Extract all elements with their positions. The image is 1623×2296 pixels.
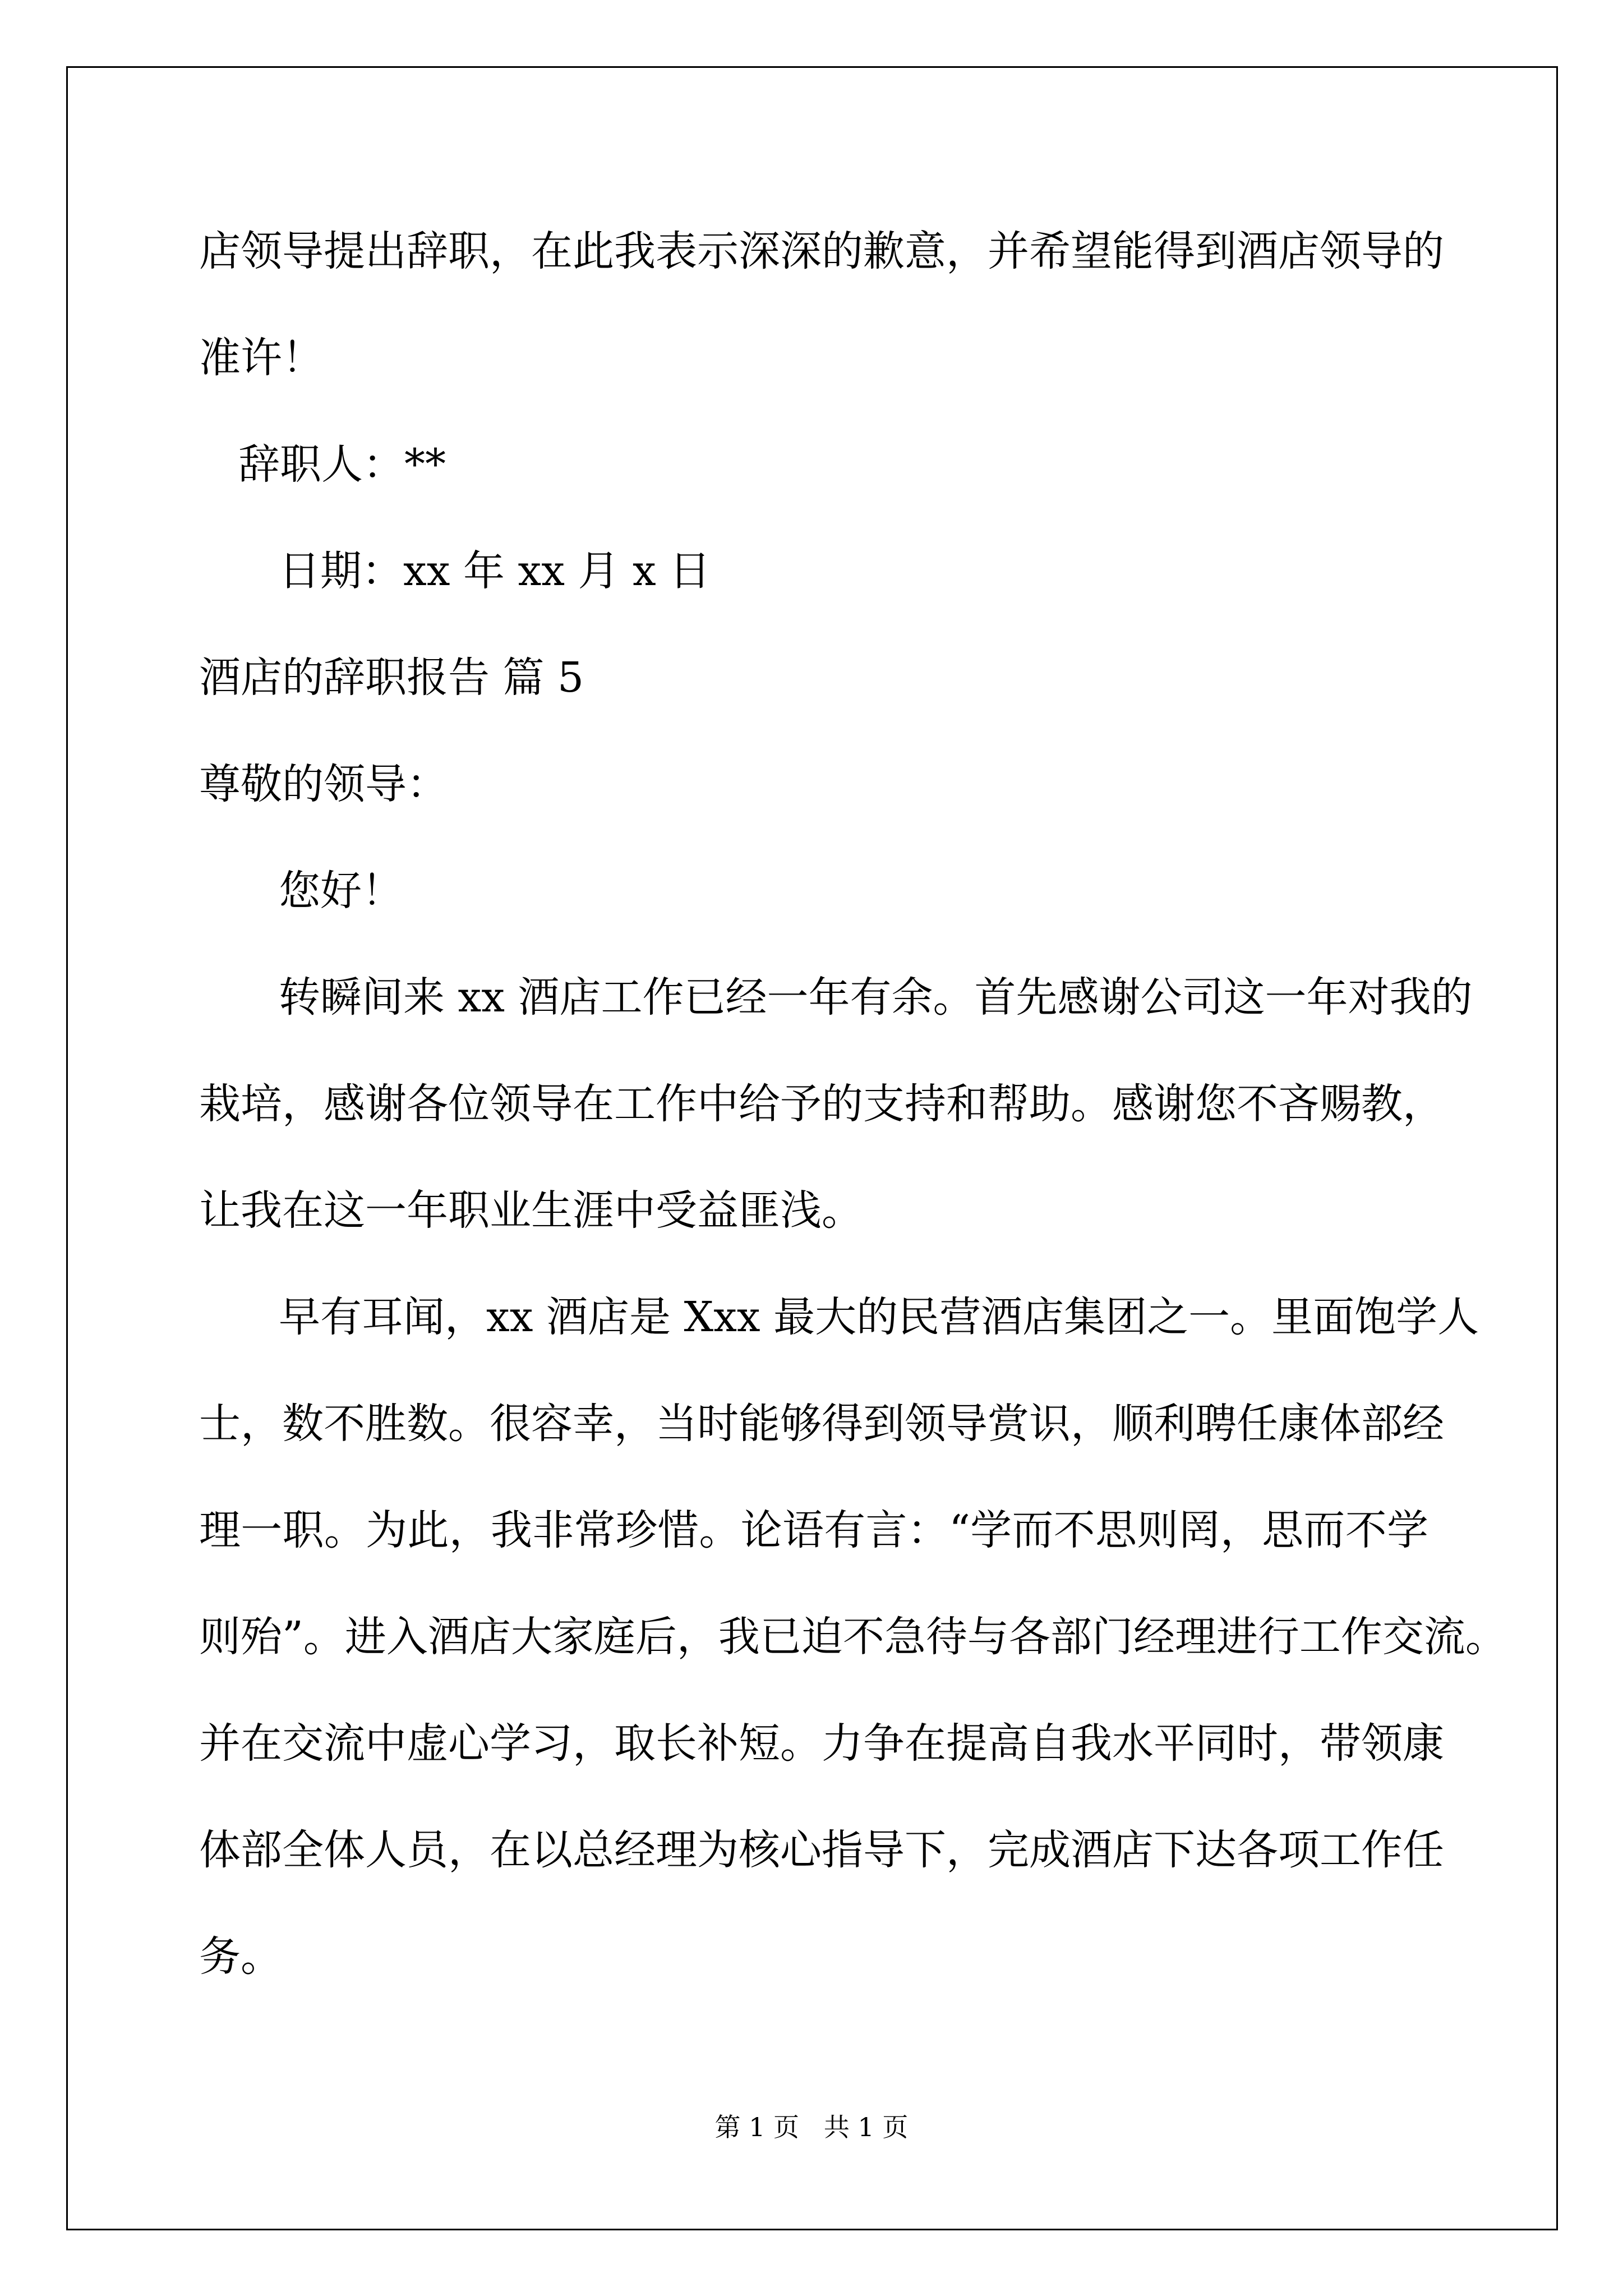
section-heading: 酒店的辞职报告 篇 5 [199, 654, 584, 702]
signature-line: 辞职人：** [238, 440, 446, 489]
greeting: 您好！ [279, 867, 403, 915]
text-line: 则殆”。进入酒店大家庭后，我已迫不急待与各部门经理进行工作交流。 [199, 1613, 1507, 1661]
text-line: 体部全体人员，在以总经理为核心指导下，完成酒店下达各项工作任 [199, 1826, 1444, 1874]
text-line: 并在交流中虚心学习，取长补短。力争在提高自我水平同时，带领康 [199, 1719, 1444, 1768]
text-line: 士，数不胜数。很容幸，当时能够得到领导赏识，顺利聘任康体部经 [199, 1400, 1444, 1448]
text-line: 让我在这一年职业生涯中受益匪浅。 [199, 1186, 863, 1235]
page-border [66, 66, 1558, 2230]
page-number-footer: 第 1 页 共 1 页 [714, 2112, 909, 2142]
text-line: 理一职。为此，我非常珍惜。论语有言：“学而不思则罔，思而不学 [199, 1506, 1428, 1554]
date-line: 日期：xx 年 xx 月 x 日 [279, 547, 711, 595]
text-line: 准许！ [199, 334, 324, 382]
text-line: 店领导提出辞职，在此我表示深深的歉意，并希望能得到酒店领导的 [199, 227, 1444, 275]
text-line: 转瞬间来 xx 酒店工作已经一年有余。首先感谢公司这一年对我的 [279, 973, 1473, 1022]
text-line: 早有耳闻，xx 酒店是 Xxx 最大的民营酒店集团之一。里面饱学人 [279, 1293, 1479, 1341]
text-line: 栽培，感谢各位领导在工作中给予的支持和帮助。感谢您不吝赐教， [199, 1080, 1444, 1128]
salutation: 尊敬的领导： [199, 760, 448, 808]
text-line: 务。 [199, 1932, 282, 1981]
